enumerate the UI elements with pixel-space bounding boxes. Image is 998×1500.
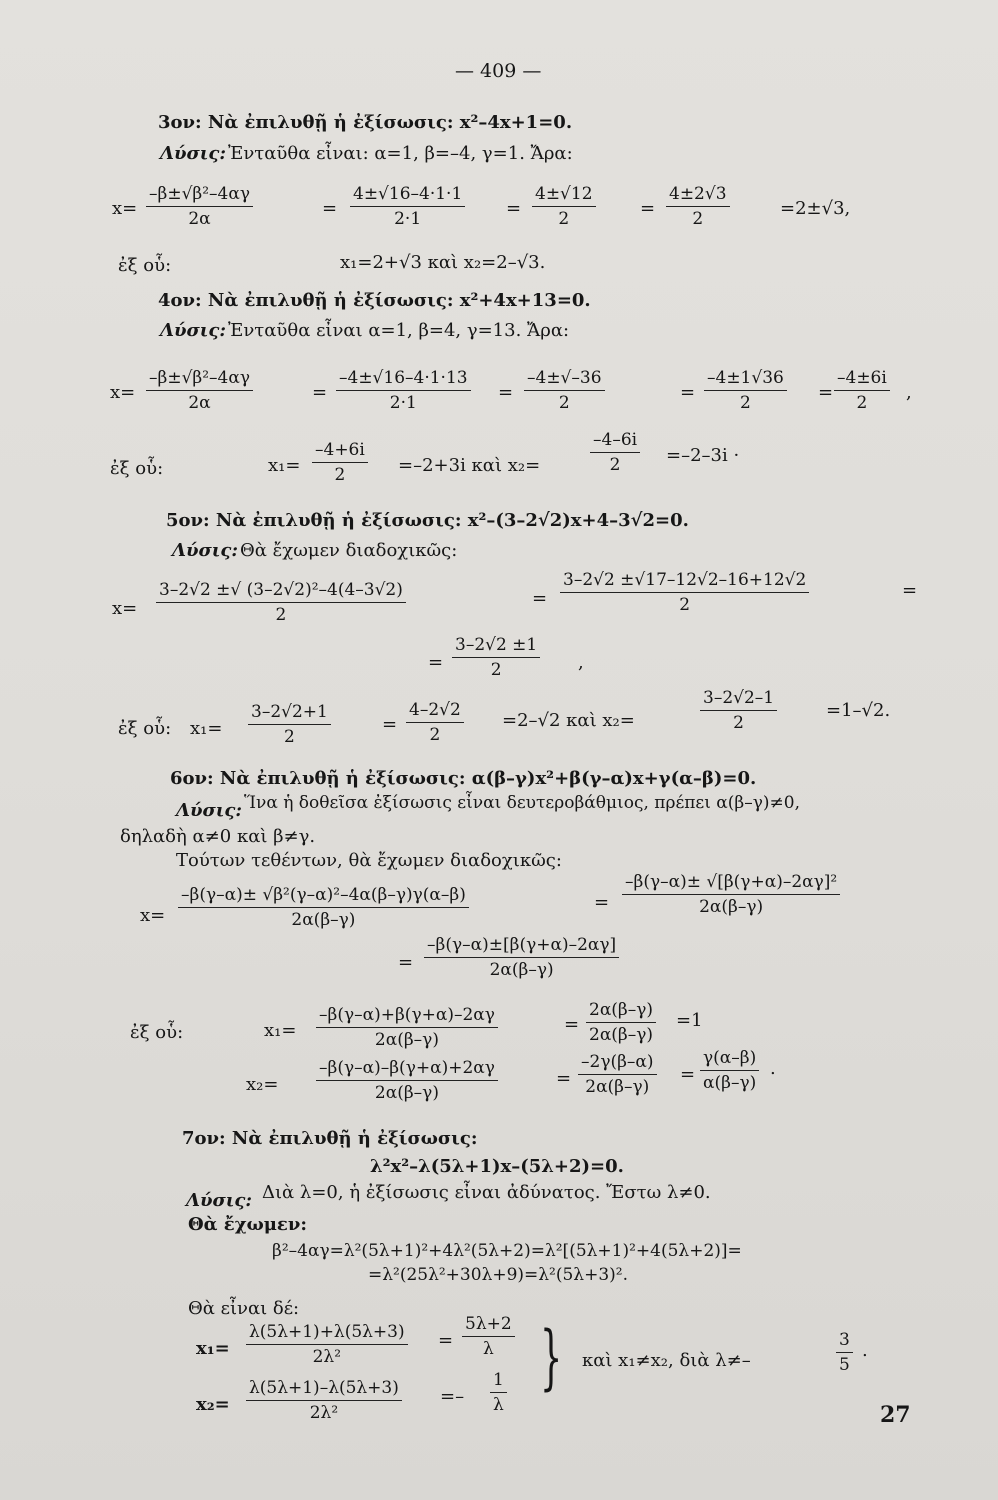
problem-5-x-eq: x= — [112, 598, 138, 619]
denominator: 2 — [733, 713, 744, 733]
problem-4-root-2-value: =–2–3i · — [666, 445, 740, 466]
problem-7-conclusion: καὶ x₁≠x₂, διὰ λ≠– — [582, 1350, 751, 1371]
numerator: –4–6i — [590, 430, 640, 453]
problem-3-x-eq: x= — [112, 198, 138, 219]
denominator: 2 — [558, 393, 570, 413]
problem-6-line-2: δηλαδὴ α≠0 καὶ β≠γ. — [120, 826, 316, 847]
denominator: 2 — [275, 605, 287, 625]
problem-4-solution-label: Λύσις: — [160, 320, 227, 341]
problem-7-x2-eq: x₂= — [196, 1394, 230, 1415]
problem-5-substitution — [560, 570, 809, 615]
numerator: 3–2√2 ±1 — [452, 635, 540, 658]
numerator: –β(γ–α)± √β²(γ–α)²–4α(β–γ)γ(α–β) — [178, 885, 469, 908]
denominator: 2α(β–γ) — [585, 1077, 650, 1097]
numerator: –4+6i — [312, 440, 368, 463]
problem-4-step — [704, 368, 787, 413]
problem-7-discriminant-2: =λ²(25λ²+30λ+9)=λ²(5λ+3)². — [368, 1265, 628, 1285]
equals-sign: = — [532, 588, 548, 609]
equals-sign: = — [312, 382, 328, 403]
problem-3-roots: x₁=2+√3 καὶ x₂=2–√3. — [340, 252, 546, 273]
numerator: λ(5λ+1)+λ(5λ+3) — [246, 1322, 408, 1345]
denominator: 2α(β–γ) — [589, 1025, 654, 1045]
problem-3-formula — [146, 184, 253, 229]
problem-5-step — [452, 635, 540, 680]
problem-6-root-2-simplified — [700, 1048, 759, 1093]
numerator: –β±√β²–4αγ — [146, 184, 253, 207]
denominator: λ — [482, 1339, 494, 1359]
problem-7-solution-label: Λύσις: — [186, 1190, 253, 1211]
problem-3-substitution — [350, 184, 465, 229]
problem-6-whence: ἐξ οὗ: — [130, 1022, 184, 1043]
problem-7-root-1-value — [462, 1314, 515, 1359]
equals-sign: = — [428, 652, 444, 673]
right-brace: } — [540, 1316, 563, 1398]
denominator: α(β–γ) — [703, 1073, 757, 1093]
denominator: 2λ² — [312, 1347, 342, 1367]
denominator: 2 — [334, 465, 346, 485]
problem-7-equation: λ²x²–λ(5λ+1)x–(5λ+2)=0. — [370, 1156, 624, 1177]
problem-7-line-3: Θὰ εἶναι δέ: — [188, 1298, 300, 1319]
problem-5-x1-eq: x₁= — [190, 718, 223, 739]
problem-4-whence: ἐξ οὗ: — [110, 458, 164, 479]
numerator: 3–2√2 ±√ (3–2√2)²–4(4–3√2) — [156, 580, 406, 603]
comma: , — [906, 382, 912, 403]
numerator: 4±√12 — [532, 184, 596, 207]
problem-7-line-2: Θὰ ἔχωμεν: — [188, 1214, 307, 1235]
denominator: 2α(β–γ) — [699, 897, 764, 917]
numerator: 3–2√2 ±√17–12√2–16+12√2 — [560, 570, 809, 593]
problem-4-header: 4ον: Νὰ ἐπιλυθῇ ἡ ἐξίσωσις: x²+4x+13=0. — [158, 290, 591, 311]
problem-5-solution-text: Θὰ ἔχωμεν διαδοχικῶς: — [240, 540, 458, 561]
problem-6-x1-eq: x₁= — [264, 1020, 297, 1041]
equals-sign: = — [902, 580, 918, 601]
problem-6-header: 6ον: Νὰ ἐπιλυθῇ ἡ ἐξίσωσις: α(β–γ)x²+β(γ–α)x+γ(α–β)=0. — [170, 768, 757, 789]
denominator: 2α — [188, 393, 211, 413]
problem-4-root-1-value: =–2+3i καὶ x₂= — [398, 455, 541, 476]
equals-sign: = — [564, 1014, 580, 1035]
period: . — [862, 1340, 868, 1361]
denominator: 2 — [490, 660, 502, 680]
problem-6-solution-label: Λύσις: — [176, 800, 243, 821]
problem-5-whence: ἐξ οὗ: — [118, 718, 172, 739]
problem-4-x1-eq: x₁= — [268, 455, 301, 476]
denominator: 2 — [856, 393, 868, 413]
problem-7-discriminant-1: β²–4αγ=λ²(5λ+1)²+4λ²(5λ+2)=λ²[(5λ+1)²+4(5λ+2)]= — [272, 1241, 742, 1261]
numerator: –2γ(β–α) — [578, 1052, 657, 1075]
equals-sign: = — [818, 382, 834, 403]
problem-7-root-2 — [246, 1378, 402, 1423]
denominator: 2α — [188, 209, 211, 229]
problem-4-substitution — [336, 368, 471, 413]
problem-6-root-1-step — [586, 1000, 656, 1045]
numerator: –4±1√36 — [704, 368, 787, 391]
equals-sign: = — [680, 1064, 696, 1085]
problem-7-root-2-mid: =– — [440, 1386, 465, 1407]
problem-5-header: 5ον: Νὰ ἐπιλυθῇ ἡ ἐξίσωσις: x²–(3–2√2)x+4–3√2=0. — [166, 510, 689, 531]
equals-sign: = — [498, 382, 514, 403]
problem-6-formula — [178, 885, 469, 930]
problem-7-solution-text: Διὰ λ=0, ἡ ἐξίσωσις εἶναι ἀδύνατος. Ἔστω λ≠0. — [262, 1182, 711, 1203]
problem-4-solution-text: Ἐνταῦθα εἶναι α=1, β=4, γ=13. Ἄρα: — [228, 320, 570, 341]
problem-6-solution-text: Ἵνα ἡ δοθεῖσα ἐξίσωσις εἶναι δευτεροβάθμιος, πρέπει α(β–γ)≠0, — [244, 793, 800, 813]
numerator: –β(γ–α)±[β(γ+α)–2αγ] — [424, 935, 619, 958]
numerator: λ(5λ+1)–λ(5λ+3) — [246, 1378, 402, 1401]
problem-3-step — [532, 184, 596, 229]
problem-4-step — [834, 368, 890, 413]
footer-number: 27 — [880, 1402, 911, 1428]
equals-sign: = — [680, 382, 696, 403]
problem-4-x-eq: x= — [110, 382, 136, 403]
problem-3-solution-label: Λύσις: — [160, 143, 227, 164]
problem-3-solution-text: Ἐνταῦθα εἶναι: α=1, β=–4, γ=1. Ἄρα: — [228, 143, 573, 164]
problem-5-root-1-step — [406, 700, 464, 745]
problem-4-root-2 — [590, 430, 640, 475]
equals-sign: = — [594, 892, 610, 913]
problem-3-result: =2±√3, — [780, 198, 851, 219]
equals-sign: = — [506, 198, 522, 219]
problem-7-conclusion-fraction — [836, 1330, 853, 1375]
equals-sign: = — [640, 198, 656, 219]
denominator: 2 — [740, 393, 751, 413]
denominator: 2·1 — [389, 393, 417, 413]
problem-7-header: 7ον: Νὰ ἐπιλυθῇ ἡ ἐξίσωσις: — [182, 1128, 478, 1149]
numerator: γ(α–β) — [700, 1048, 759, 1071]
numerator: –β(γ–α)± √[β(γ+α)–2αγ]² — [622, 872, 840, 895]
denominator: 2λ² — [309, 1403, 339, 1423]
problem-4-root-1 — [312, 440, 368, 485]
problem-4-step — [524, 368, 605, 413]
comma: , — [578, 652, 584, 673]
numerator: 4–2√2 — [406, 700, 464, 723]
problem-5-root-1-value: =2–√2 καὶ x₂= — [502, 710, 635, 731]
numerator: –4±√16–4·1·13 — [336, 368, 471, 391]
problem-6-substitution — [622, 872, 840, 917]
problem-3-step — [666, 184, 730, 229]
problem-6-x2-eq: x₂= — [246, 1074, 279, 1095]
problem-5-root-2 — [700, 688, 777, 733]
numerator: –β(γ–α)+β(γ+α)–2αγ — [316, 1005, 498, 1028]
problem-6-root-1-value: =1 — [676, 1010, 703, 1031]
problem-5-root-1 — [248, 702, 331, 747]
problem-3-whence: ἐξ οὗ: — [118, 255, 172, 276]
problem-5-solution-label: Λύσις: — [172, 540, 239, 561]
numerator: –4±6i — [834, 368, 890, 391]
numerator: 4±√16–4·1·1 — [350, 184, 465, 207]
equals-sign: = — [438, 1330, 454, 1351]
problem-7-root-1 — [246, 1322, 408, 1367]
denominator: 5 — [839, 1355, 850, 1375]
denominator: 2 — [609, 455, 621, 475]
denominator: 2α(β–γ) — [291, 910, 356, 930]
problem-6-step — [424, 935, 619, 980]
numerator: 1 — [490, 1370, 507, 1393]
problem-6-x-eq: x= — [140, 905, 166, 926]
equals-sign: = — [322, 198, 338, 219]
denominator: λ — [493, 1395, 504, 1415]
equals-sign: = — [398, 952, 414, 973]
numerator: 4±2√3 — [666, 184, 730, 207]
problem-6-line-3: Τούτων τεθέντων, θὰ ἔχωμεν διαδοχικῶς: — [176, 850, 562, 871]
equals-sign: = — [382, 714, 398, 735]
problem-6-root-2 — [316, 1058, 498, 1103]
denominator: 2α(β–γ) — [489, 960, 554, 980]
numerator: –β(γ–α)–β(γ+α)+2αγ — [316, 1058, 498, 1081]
denominator: 2·1 — [394, 209, 422, 229]
period: . — [770, 1058, 776, 1079]
numerator: –4±√–36 — [524, 368, 605, 391]
denominator: 2 — [284, 727, 295, 747]
problem-5-root-2-value: =1–√2. — [826, 700, 891, 721]
problem-6-root-2-step — [578, 1052, 657, 1097]
numerator: 5λ+2 — [462, 1314, 515, 1337]
problem-4-formula — [146, 368, 253, 413]
numerator: 2α(β–γ) — [586, 1000, 656, 1023]
numerator: 3–2√2+1 — [248, 702, 331, 725]
page-number: — 409 — — [455, 60, 542, 82]
denominator: 2α(β–γ) — [374, 1030, 439, 1050]
problem-7-x1-eq: x₁= — [196, 1338, 230, 1359]
denominator: 2α(β–γ) — [374, 1083, 439, 1103]
problem-5-formula — [156, 580, 406, 625]
denominator: 2 — [692, 209, 704, 229]
denominator: 2 — [558, 209, 570, 229]
numerator: 3 — [836, 1330, 853, 1353]
denominator: 2 — [429, 725, 441, 745]
problem-6-root-1 — [316, 1005, 498, 1050]
problem-7-root-2-value — [490, 1370, 507, 1415]
problem-3-header: 3ον: Νὰ ἐπιλυθῇ ἡ ἐξίσωσις: x²–4x+1=0. — [158, 112, 573, 133]
denominator: 2 — [679, 595, 691, 615]
numerator: 3–2√2–1 — [700, 688, 777, 711]
numerator: –β±√β²–4αγ — [146, 368, 253, 391]
equals-sign: = — [556, 1068, 572, 1089]
